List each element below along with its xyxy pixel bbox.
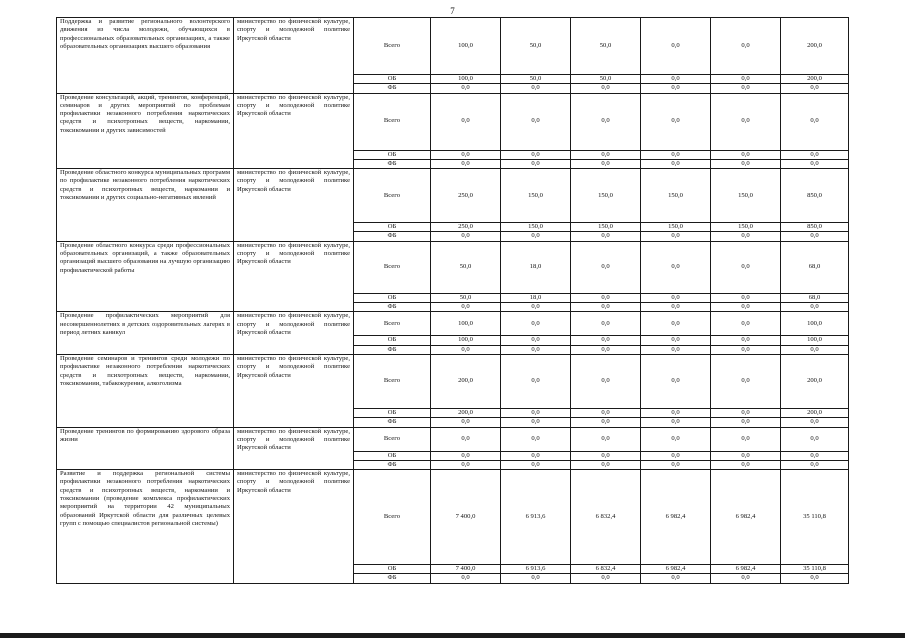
year-value: 18,0: [501, 293, 571, 302]
table-row: [57, 169, 849, 223]
year-value: 100,0: [431, 75, 501, 84]
year-value: 0,0: [641, 460, 711, 469]
total-value: 200,0: [781, 408, 849, 417]
year-value: 0,0: [501, 93, 571, 150]
year-value: 6 982,4: [711, 565, 781, 574]
funding-source: Всего: [354, 354, 431, 408]
year-value: 0,0: [641, 159, 711, 168]
funding-source: ОБ: [354, 408, 431, 417]
activity-description: Проведение тренингов по формированию здорового образа жизни: [57, 427, 234, 470]
year-value: 0,0: [711, 427, 781, 451]
year-value: 0,0: [571, 293, 641, 302]
year-value: 0,0: [431, 460, 501, 469]
total-value: 0,0: [781, 345, 849, 354]
total-value: 0,0: [781, 159, 849, 168]
year-value: 0,0: [641, 408, 711, 417]
total-value: 0,0: [781, 303, 849, 312]
total-value: 100,0: [781, 312, 849, 336]
table-row: [57, 470, 849, 565]
year-value: 0,0: [501, 150, 571, 159]
year-value: 0,0: [501, 574, 571, 583]
year-value: 0,0: [501, 460, 571, 469]
total-value: 35 110,8: [781, 470, 849, 565]
table-row: [57, 241, 849, 293]
funding-source: Всего: [354, 18, 431, 75]
year-value: 0,0: [711, 574, 781, 583]
year-value: 250,0: [431, 223, 501, 232]
year-value: 100,0: [431, 18, 501, 75]
total-value: 0,0: [781, 427, 849, 451]
year-value: 0,0: [501, 84, 571, 93]
year-value: 0,0: [711, 354, 781, 408]
page-bottom-edge: [0, 633, 905, 638]
year-value: 0,0: [641, 336, 711, 345]
year-value: 50,0: [571, 75, 641, 84]
year-value: 0,0: [711, 18, 781, 75]
year-value: 50,0: [431, 293, 501, 302]
total-value: 0,0: [781, 232, 849, 241]
year-value: 100,0: [431, 312, 501, 336]
total-value: 850,0: [781, 223, 849, 232]
table-row: [57, 354, 849, 408]
year-value: 0,0: [711, 84, 781, 93]
year-value: 6 982,4: [641, 565, 711, 574]
funding-table: [56, 17, 849, 584]
total-value: 0,0: [781, 418, 849, 427]
year-value: 6 982,4: [641, 470, 711, 565]
year-value: 0,0: [571, 451, 641, 460]
total-value: 0,0: [781, 150, 849, 159]
year-value: 200,0: [431, 354, 501, 408]
total-value: 35 110,8: [781, 565, 849, 574]
activity-description: Проведение профилактических мероприятий для несовершеннолетних в детских оздоровительных лагерях в период летних каникул: [57, 312, 234, 355]
year-value: 0,0: [711, 150, 781, 159]
year-value: 0,0: [641, 574, 711, 583]
year-value: 150,0: [501, 169, 571, 223]
year-value: 0,0: [431, 418, 501, 427]
page-number: 7: [450, 6, 455, 16]
funding-source: ФБ: [354, 232, 431, 241]
funding-source: ФБ: [354, 345, 431, 354]
total-value: 68,0: [781, 241, 849, 293]
year-value: 0,0: [501, 232, 571, 241]
year-value: 0,0: [571, 354, 641, 408]
year-value: 0,0: [571, 408, 641, 417]
year-value: 0,0: [711, 460, 781, 469]
activity-description: Проведение семинаров и тренингов среди молодежи по профилактике незаконного потребления наркотических средств и психотропных веществ, наркомании, токсикомании, табакокурения, алкоголизма: [57, 354, 234, 427]
year-value: 0,0: [711, 312, 781, 336]
year-value: 0,0: [571, 312, 641, 336]
year-value: 0,0: [431, 451, 501, 460]
funding-source: ОБ: [354, 223, 431, 232]
executor: министерство по физической культуре, спорту и молодежной политике Иркутской области: [234, 169, 354, 242]
year-value: 0,0: [501, 354, 571, 408]
year-value: 0,0: [571, 336, 641, 345]
year-value: 0,0: [711, 232, 781, 241]
total-value: 200,0: [781, 18, 849, 75]
year-value: 250,0: [431, 169, 501, 223]
year-value: 0,0: [641, 418, 711, 427]
year-value: 6 832,4: [571, 565, 641, 574]
activity-description: Проведение областного конкурса среди профессиональных образовательных организаций, а также образовательных организаций высшего образования на лучшую организацию профилактической работы: [57, 241, 234, 312]
year-value: 0,0: [571, 232, 641, 241]
year-value: 0,0: [641, 150, 711, 159]
table-row: [57, 427, 849, 451]
year-value: 0,0: [641, 427, 711, 451]
table-row: [57, 93, 849, 150]
year-value: 0,0: [711, 336, 781, 345]
year-value: 50,0: [501, 18, 571, 75]
year-value: 6 832,4: [571, 470, 641, 565]
year-value: 18,0: [501, 241, 571, 293]
funding-source: ФБ: [354, 574, 431, 583]
year-value: 6 982,4: [711, 470, 781, 565]
year-value: 0,0: [431, 303, 501, 312]
funding-source: Всего: [354, 427, 431, 451]
year-value: 0,0: [641, 293, 711, 302]
funding-source: Всего: [354, 93, 431, 150]
year-value: 0,0: [711, 451, 781, 460]
year-value: 50,0: [431, 241, 501, 293]
total-value: 100,0: [781, 336, 849, 345]
year-value: 0,0: [711, 408, 781, 417]
year-value: 0,0: [501, 418, 571, 427]
year-value: 0,0: [501, 427, 571, 451]
executor: министерство по физической культуре, спорту и молодежной политике Иркутской области: [234, 18, 354, 94]
funding-source: ОБ: [354, 293, 431, 302]
year-value: 0,0: [431, 93, 501, 150]
year-value: 150,0: [641, 223, 711, 232]
funding-source: ФБ: [354, 303, 431, 312]
funding-source: Всего: [354, 169, 431, 223]
year-value: 0,0: [431, 232, 501, 241]
year-value: 150,0: [501, 223, 571, 232]
total-value: 0,0: [781, 574, 849, 583]
year-value: 0,0: [431, 150, 501, 159]
year-value: 50,0: [501, 75, 571, 84]
year-value: 7 400,0: [431, 470, 501, 565]
total-value: 0,0: [781, 451, 849, 460]
table-row: [57, 312, 849, 336]
executor: министерство по физической культуре, спорту и молодежной политике Иркутской области: [234, 241, 354, 312]
year-value: 0,0: [711, 293, 781, 302]
year-value: 0,0: [571, 303, 641, 312]
total-value: 0,0: [781, 93, 849, 150]
year-value: 0,0: [501, 312, 571, 336]
activity-description: Развитие и поддержка региональной системы профилактики незаконного потребления наркотических средств и психотропных веществ, наркомании и токсикомании (проведение комплекса профилактических мероприятий на территории 42 муниципальных образований Иркутской области для различных целевых групп с помощью специалистов региональной системы): [57, 470, 234, 584]
year-value: 0,0: [571, 93, 641, 150]
total-value: 68,0: [781, 293, 849, 302]
total-value: 0,0: [781, 84, 849, 93]
year-value: 0,0: [711, 75, 781, 84]
year-value: 0,0: [641, 241, 711, 293]
executor: министерство по физической культуре, спорту и молодежной политике Иркутской области: [234, 354, 354, 427]
year-value: 150,0: [571, 169, 641, 223]
executor: министерство по физической культуре, спорту и молодежной политике Иркутской области: [234, 93, 354, 169]
year-value: 0,0: [711, 345, 781, 354]
executor: министерство по физической культуре, спорту и молодежной политике Иркутской области: [234, 312, 354, 355]
year-value: 6 913,6: [501, 470, 571, 565]
year-value: 7 400,0: [431, 565, 501, 574]
year-value: 6 913,6: [501, 565, 571, 574]
funding-source: ФБ: [354, 159, 431, 168]
year-value: 0,0: [571, 159, 641, 168]
year-value: 0,0: [431, 159, 501, 168]
activity-description: Проведение консультаций, акций, тренингов, конференций, семинаров и других мероприятий по проблемам профилактики незаконного потребления наркотических средств и психотропных веществ, наркомании, токсикомании и других зависимостей: [57, 93, 234, 169]
funding-source: ФБ: [354, 418, 431, 427]
year-value: 150,0: [711, 223, 781, 232]
year-value: 0,0: [501, 303, 571, 312]
year-value: 0,0: [571, 574, 641, 583]
year-value: 0,0: [641, 232, 711, 241]
activity-description: Поддержка и развитие регионального волонтерского движения из числа молодежи, обучающихся в профессиональных образовательных организациях, а также образовательных организациях высшего образования: [57, 18, 234, 94]
year-value: 0,0: [641, 84, 711, 93]
year-value: 0,0: [641, 354, 711, 408]
executor: министерство по физической культуре, спорту и молодежной политике Иркутской области: [234, 470, 354, 584]
year-value: 0,0: [641, 451, 711, 460]
year-value: 200,0: [431, 408, 501, 417]
funding-source: ОБ: [354, 75, 431, 84]
year-value: 0,0: [571, 84, 641, 93]
year-value: 50,0: [571, 18, 641, 75]
year-value: 0,0: [571, 427, 641, 451]
year-value: 150,0: [711, 169, 781, 223]
year-value: 0,0: [641, 312, 711, 336]
year-value: 0,0: [431, 84, 501, 93]
year-value: 0,0: [711, 159, 781, 168]
total-value: 850,0: [781, 169, 849, 223]
year-value: 0,0: [711, 303, 781, 312]
total-value: 200,0: [781, 354, 849, 408]
year-value: 0,0: [711, 93, 781, 150]
funding-source: ФБ: [354, 460, 431, 469]
year-value: 0,0: [501, 345, 571, 354]
year-value: 0,0: [501, 408, 571, 417]
year-value: 0,0: [571, 150, 641, 159]
year-value: 0,0: [641, 18, 711, 75]
table-row: [57, 18, 849, 75]
funding-source: ОБ: [354, 565, 431, 574]
total-value: 0,0: [781, 460, 849, 469]
year-value: 0,0: [711, 241, 781, 293]
funding-source: Всего: [354, 241, 431, 293]
year-value: 0,0: [431, 345, 501, 354]
year-value: 0,0: [431, 574, 501, 583]
year-value: 150,0: [641, 169, 711, 223]
year-value: 0,0: [501, 159, 571, 168]
year-value: 0,0: [641, 345, 711, 354]
year-value: 0,0: [641, 75, 711, 84]
year-value: 0,0: [641, 303, 711, 312]
year-value: 0,0: [431, 427, 501, 451]
year-value: 0,0: [641, 93, 711, 150]
year-value: 0,0: [571, 345, 641, 354]
total-value: 200,0: [781, 75, 849, 84]
year-value: 0,0: [571, 241, 641, 293]
year-value: 100,0: [431, 336, 501, 345]
year-value: 0,0: [571, 460, 641, 469]
funding-source: ОБ: [354, 336, 431, 345]
funding-source: ОБ: [354, 150, 431, 159]
year-value: 0,0: [711, 418, 781, 427]
year-value: 0,0: [571, 418, 641, 427]
year-value: 0,0: [501, 451, 571, 460]
funding-source: ФБ: [354, 84, 431, 93]
activity-description: Проведение областного конкурса муниципальных программ по профилактике незаконного потребления наркотических средств и психотропных веществ, наркомании и токсикомании и других социально-негативных явлений: [57, 169, 234, 242]
year-value: 150,0: [571, 223, 641, 232]
funding-source: ОБ: [354, 451, 431, 460]
year-value: 0,0: [501, 336, 571, 345]
executor: министерство по физической культуре, спорту и молодежной политике Иркутской области: [234, 427, 354, 470]
funding-source: Всего: [354, 470, 431, 565]
funding-source: Всего: [354, 312, 431, 336]
